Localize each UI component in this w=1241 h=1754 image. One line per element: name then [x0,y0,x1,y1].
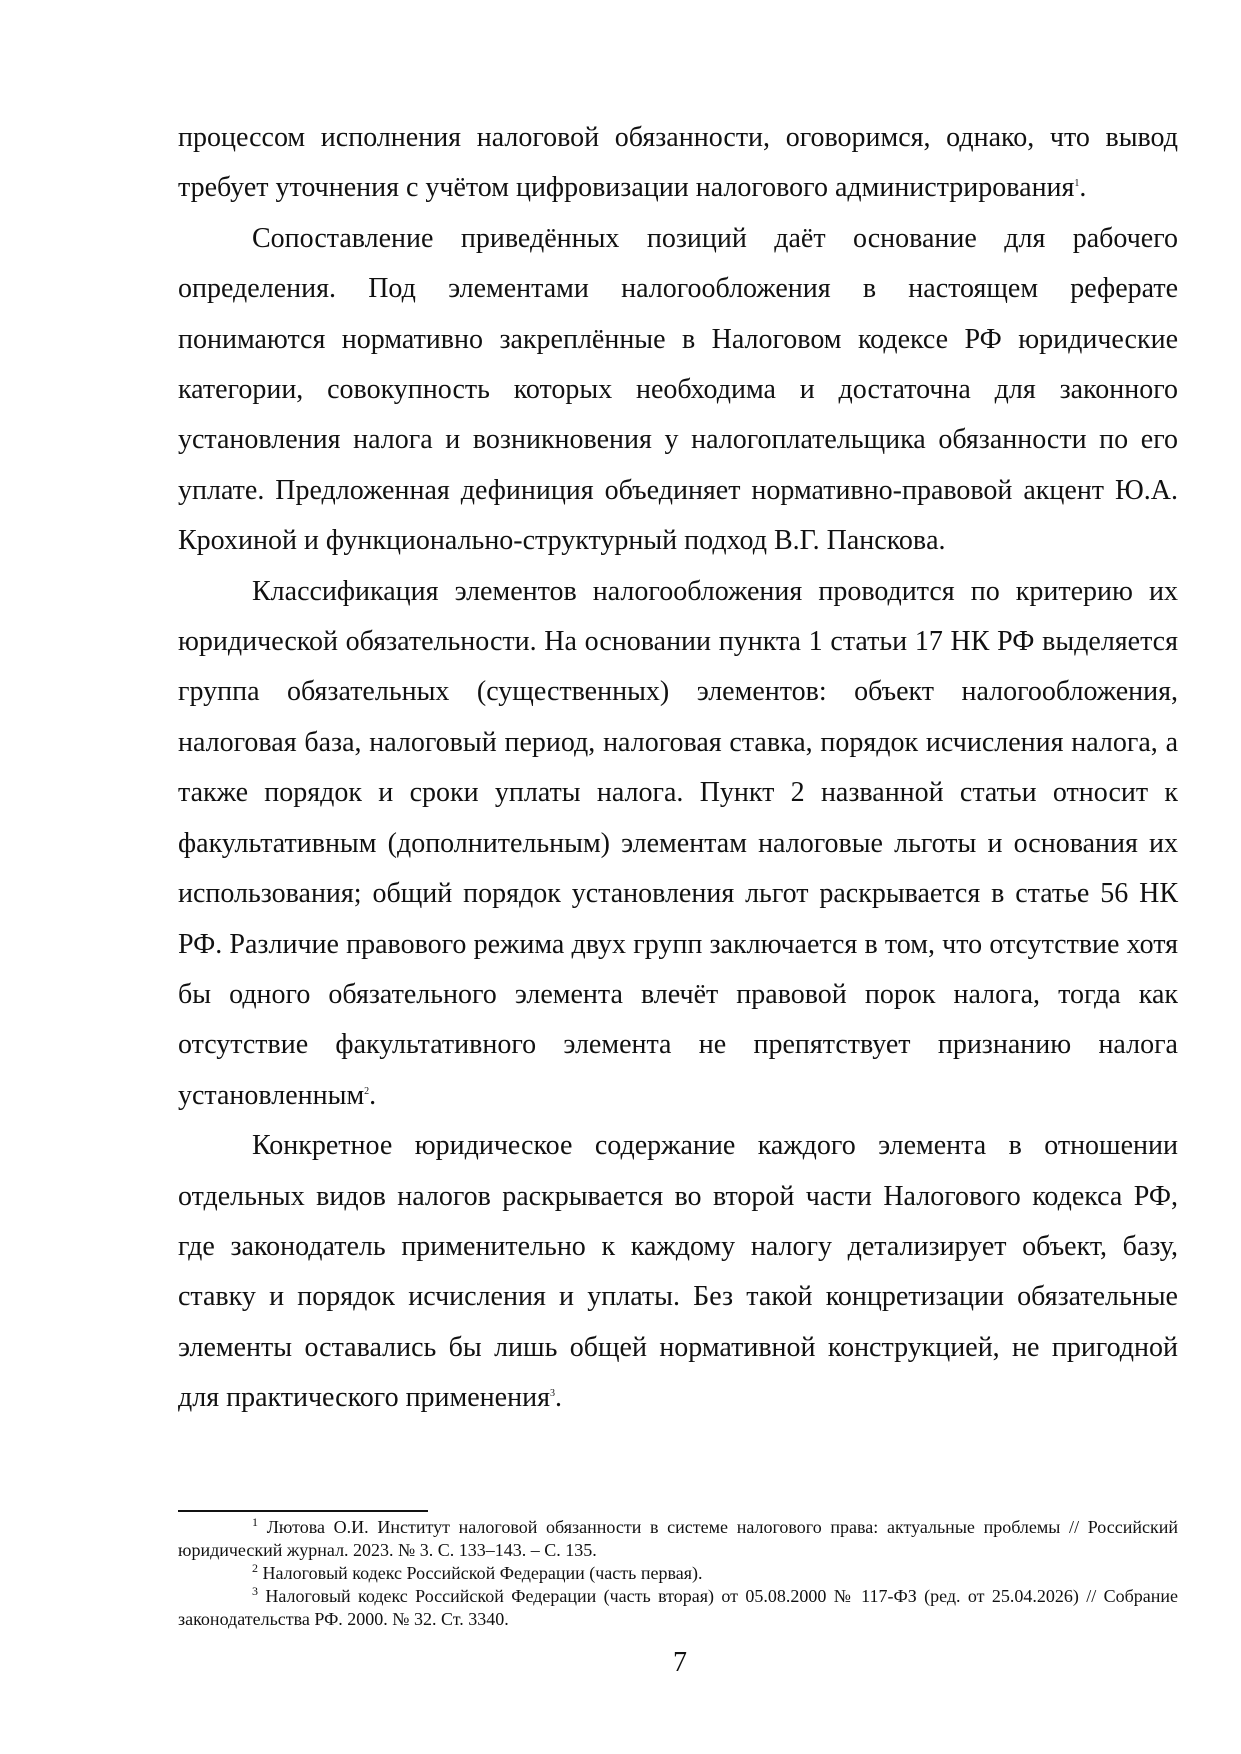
page-number: 7 [673,1647,687,1678]
footnote-text: Лютова О.И. Институт налоговой обязанности в системе налогового права: актуальные проблемы // Российский юридический журнал. 2023. № 3. С. 133–143. – С. 135. [178,1517,1179,1560]
paragraph-tail: . [369,1079,377,1111]
paragraph-tail: . [1079,172,1087,204]
footnote-separator [178,1510,428,1512]
paragraph-text: Сопоставление приведённых позиций даёт основание для рабочего определения. Под элементами налогообложения в настоящем реферате понимаются нормативно закреплённые в Налоговом кодексе РФ юридические категории, совокупность которых необходима и достаточна для законного установления налога и возникновения у налогоплательщика обязанности по его уплате. Предложенная дефиниция объединяет нормативно-правовой акцент Ю.А. Крохиной и функционально-структурный подход В.Г. Пансковa. [178,222,1178,557]
footnote-reference[interactable]: 3 [549,1388,555,1400]
footnote-2 [178,1562,1178,1585]
footnote-text: Налоговый кодекс Российской Федерации (часть первая). [262,1563,703,1583]
paragraph-text: процессом исполнения налоговой обязанности, оговоримся, однако, что вывод требует уточнения с учётом цифровизации налогового администрирования [178,122,1178,204]
paragraph-2 [178,214,1178,567]
footnote-mark: 2 [252,1561,258,1575]
paragraph-1 [178,113,1178,214]
footnote-text: Налоговый кодекс Российской Федерации (часть вторая) от 05.08.2000 № 117-ФЗ (ред. от 25.04.2026) // Собрание законодательства РФ. 2000. № 32. Ст. 3340. [178,1586,1178,1629]
footnote-1 [178,1516,1178,1562]
paragraph-text: Конкретное юридическое содержание каждого элемента в отношении отдельных видов налогов раскрывается во второй части Налогового кодекса РФ, где законодатель применительно к каждому налогу детализирует объект, базу, ставку и порядок исчисления и уплаты. Без такой концретизации обязательные элементы оставались бы лишь общей нормативной конструкцией, не пригодной для практического применения [178,1130,1178,1414]
paragraph-3 [178,567,1178,1121]
paragraph-text: Классификация элементов налогообложения проводится по критерию их юридической обязательности. На основании пункта 1 статьи 17 НК РФ выделяется группа обязательных (существенных) элементов: объект налогообложения, налоговая база, налоговый период, налоговая ставка, порядок исчисления налога, а также порядок и сроки уплаты налога. Пункт 2 названной статьи относит к факультативным (дополнительным) элементам налоговые льготы и основания их использования; общий порядок установления льгот раскрывается в статье 56 НК РФ. Различие правового режима двух групп заключается в том, что отсутствие хотя бы одного обязательного элемента влечёт правовой порок налога, тогда как отсутствие факультативного элемента не препятствует признанию налога установленным [178,575,1178,1111]
footnotes [178,1516,1178,1631]
footnote-mark: 3 [252,1584,258,1598]
footnote-3 [178,1585,1178,1631]
footnote-reference[interactable]: 2 [364,1085,370,1097]
body-text [178,113,1178,1424]
footnote-mark: 1 [252,1515,258,1529]
paragraph-tail: . [554,1382,562,1414]
paragraph-4 [178,1121,1178,1423]
footnote-reference[interactable]: 1 [1074,178,1080,190]
